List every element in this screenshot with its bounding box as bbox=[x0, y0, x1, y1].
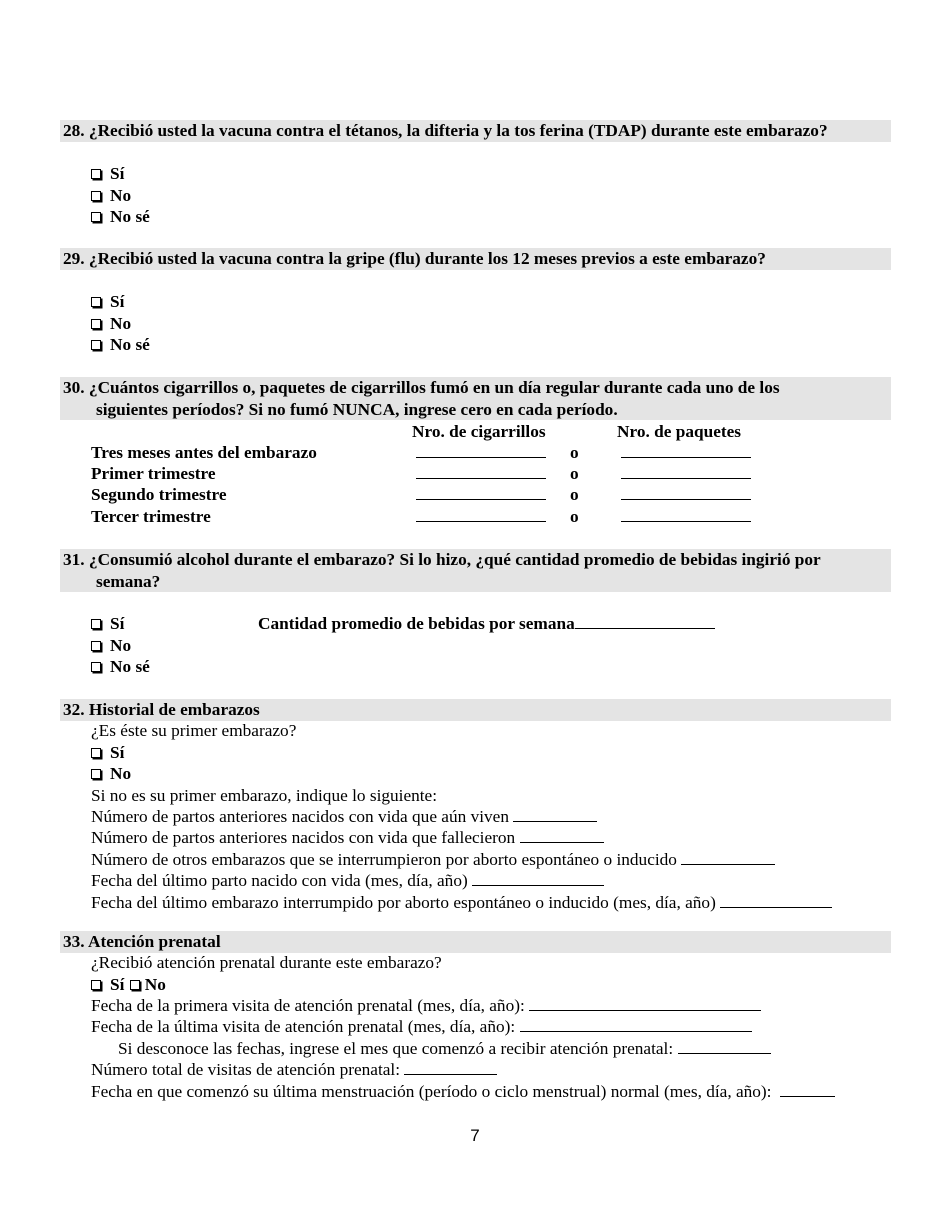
q29-option-yes[interactable]: Sí bbox=[91, 291, 124, 313]
deceased-births-field[interactable]: Número de partos anteriores nacidos con vida que fallecieron bbox=[91, 827, 604, 849]
checkbox-icon[interactable] bbox=[91, 641, 101, 651]
or-label: o bbox=[570, 485, 579, 504]
checkbox-icon[interactable] bbox=[91, 191, 101, 201]
q28-option-yes[interactable]: Sí bbox=[91, 163, 124, 185]
checkbox-icon[interactable] bbox=[91, 169, 101, 179]
q31-option-yes[interactable]: Sí bbox=[91, 613, 124, 635]
q33-option-yes[interactable]: Sí bbox=[91, 975, 124, 994]
cigarettes-input[interactable] bbox=[416, 463, 546, 485]
cigarettes-input[interactable] bbox=[416, 506, 546, 528]
period-label: Segundo trimestre bbox=[91, 485, 227, 504]
q30-title-line2: siguientes períodos? Si no fumó NUNCA, ingrese cero en cada período. bbox=[96, 399, 618, 419]
last-live-birth-date-field[interactable]: Fecha del último parto nacido con vida (mes, día, año) bbox=[91, 870, 604, 892]
q33-option-no[interactable]: No bbox=[129, 975, 166, 994]
or-label: o bbox=[570, 443, 579, 462]
q31-title-line1: 31. ¿Consumió alcohol durante el embarazo? Si lo hizo, ¿qué cantidad promedio de bebidas ingirió por bbox=[63, 550, 821, 569]
q29-option-no[interactable]: No bbox=[91, 313, 131, 335]
q31-option-dontknow[interactable]: No sé bbox=[91, 656, 150, 678]
living-births-field[interactable]: Número de partos anteriores nacidos con vida que aún viven bbox=[91, 806, 597, 828]
checkbox-icon[interactable] bbox=[91, 619, 101, 629]
first-pregnancy-question: ¿Es éste su primer embarazo? bbox=[91, 721, 297, 740]
q30-header bbox=[60, 377, 891, 420]
packs-input[interactable] bbox=[621, 442, 751, 464]
page-number: 7 bbox=[470, 1126, 480, 1145]
period-label: Primer trimestre bbox=[91, 464, 216, 483]
q33-title: 33. Atención prenatal bbox=[63, 932, 221, 951]
period-label: Tres meses antes del embarazo bbox=[91, 443, 317, 462]
cigarettes-input[interactable] bbox=[416, 484, 546, 506]
packs-input[interactable] bbox=[621, 484, 751, 506]
other-pregnancies-field[interactable]: Número de otros embarazos que se interrumpieron por aborto espontáneo o inducido bbox=[91, 849, 775, 871]
period-label: Tercer trimestre bbox=[91, 507, 211, 526]
q29-header bbox=[60, 248, 891, 270]
q28-option-dontknow[interactable]: No sé bbox=[91, 206, 150, 228]
q32-title: 32. Historial de embarazos bbox=[63, 700, 260, 719]
drinks-per-week-field[interactable]: Cantidad promedio de bebidas por semana bbox=[258, 613, 715, 635]
q28-option-no[interactable]: No bbox=[91, 185, 131, 207]
q31-header bbox=[60, 549, 891, 592]
first-prenatal-visit-field[interactable]: Fecha de la primera visita de atención prenatal (mes, día, año): bbox=[91, 995, 761, 1017]
q33-options bbox=[91, 974, 166, 996]
q28-title: 28. ¿Recibió usted la vacuna contra el tétanos, la difteria y la tos ferina (TDAP) durante este embarazo? bbox=[63, 121, 828, 140]
q31-title-line2: semana? bbox=[96, 571, 161, 591]
col-packs-header: Nro. de paquetes bbox=[617, 422, 742, 441]
q31-option-no[interactable]: No bbox=[91, 635, 131, 657]
or-label: o bbox=[570, 464, 579, 483]
last-menstruation-date-field[interactable]: Fecha en que comenzó su última menstruación (período o ciclo menstrual) normal (mes, día, año): bbox=[91, 1081, 835, 1103]
packs-input[interactable] bbox=[621, 463, 751, 485]
q33-header bbox=[60, 931, 891, 953]
checkbox-icon[interactable] bbox=[91, 319, 101, 329]
total-prenatal-visits-field[interactable]: Número total de visitas de atención prenatal: bbox=[91, 1059, 497, 1081]
checkbox-icon[interactable] bbox=[91, 297, 101, 307]
q29-title: 29. ¿Recibió usted la vacuna contra la gripe (flu) durante los 12 meses previos a este embarazo? bbox=[63, 249, 766, 268]
q32-option-no[interactable]: No bbox=[91, 763, 131, 785]
cigarettes-input[interactable] bbox=[416, 442, 546, 464]
col-cigarettes-header: Nro. de cigarrillos bbox=[412, 422, 546, 441]
last-interrupted-pregnancy-date-field[interactable]: Fecha del último embarazo interrumpido por aborto espontáneo o inducido (mes, día, año) bbox=[91, 892, 832, 914]
q32-header bbox=[60, 699, 891, 721]
checkbox-icon[interactable] bbox=[91, 340, 101, 350]
prenatal-start-month-field[interactable]: Si desconoce las fechas, ingrese el mes que comenzó a recibir atención prenatal: bbox=[118, 1038, 771, 1060]
if-not-first-instruction: Si no es su primer embarazo, indique lo siguiente: bbox=[91, 786, 438, 805]
q29-option-dontknow[interactable]: No sé bbox=[91, 334, 150, 356]
prenatal-care-question: ¿Recibió atención prenatal durante este embarazo? bbox=[91, 953, 442, 972]
checkbox-icon[interactable] bbox=[130, 980, 140, 990]
q28-header bbox=[60, 120, 891, 142]
q32-option-yes[interactable]: Sí bbox=[91, 742, 124, 764]
last-prenatal-visit-field[interactable]: Fecha de la última visita de atención prenatal (mes, día, año): bbox=[91, 1016, 752, 1038]
or-label: o bbox=[570, 507, 579, 526]
checkbox-icon[interactable] bbox=[91, 212, 101, 222]
checkbox-icon[interactable] bbox=[91, 980, 101, 990]
checkbox-icon[interactable] bbox=[91, 748, 101, 758]
checkbox-icon[interactable] bbox=[91, 662, 101, 672]
packs-input[interactable] bbox=[621, 506, 751, 528]
q30-title-line1: 30. ¿Cuántos cigarrillos o, paquetes de cigarrillos fumó en un día regular durante cada uno de los bbox=[63, 378, 780, 397]
checkbox-icon[interactable] bbox=[91, 769, 101, 779]
